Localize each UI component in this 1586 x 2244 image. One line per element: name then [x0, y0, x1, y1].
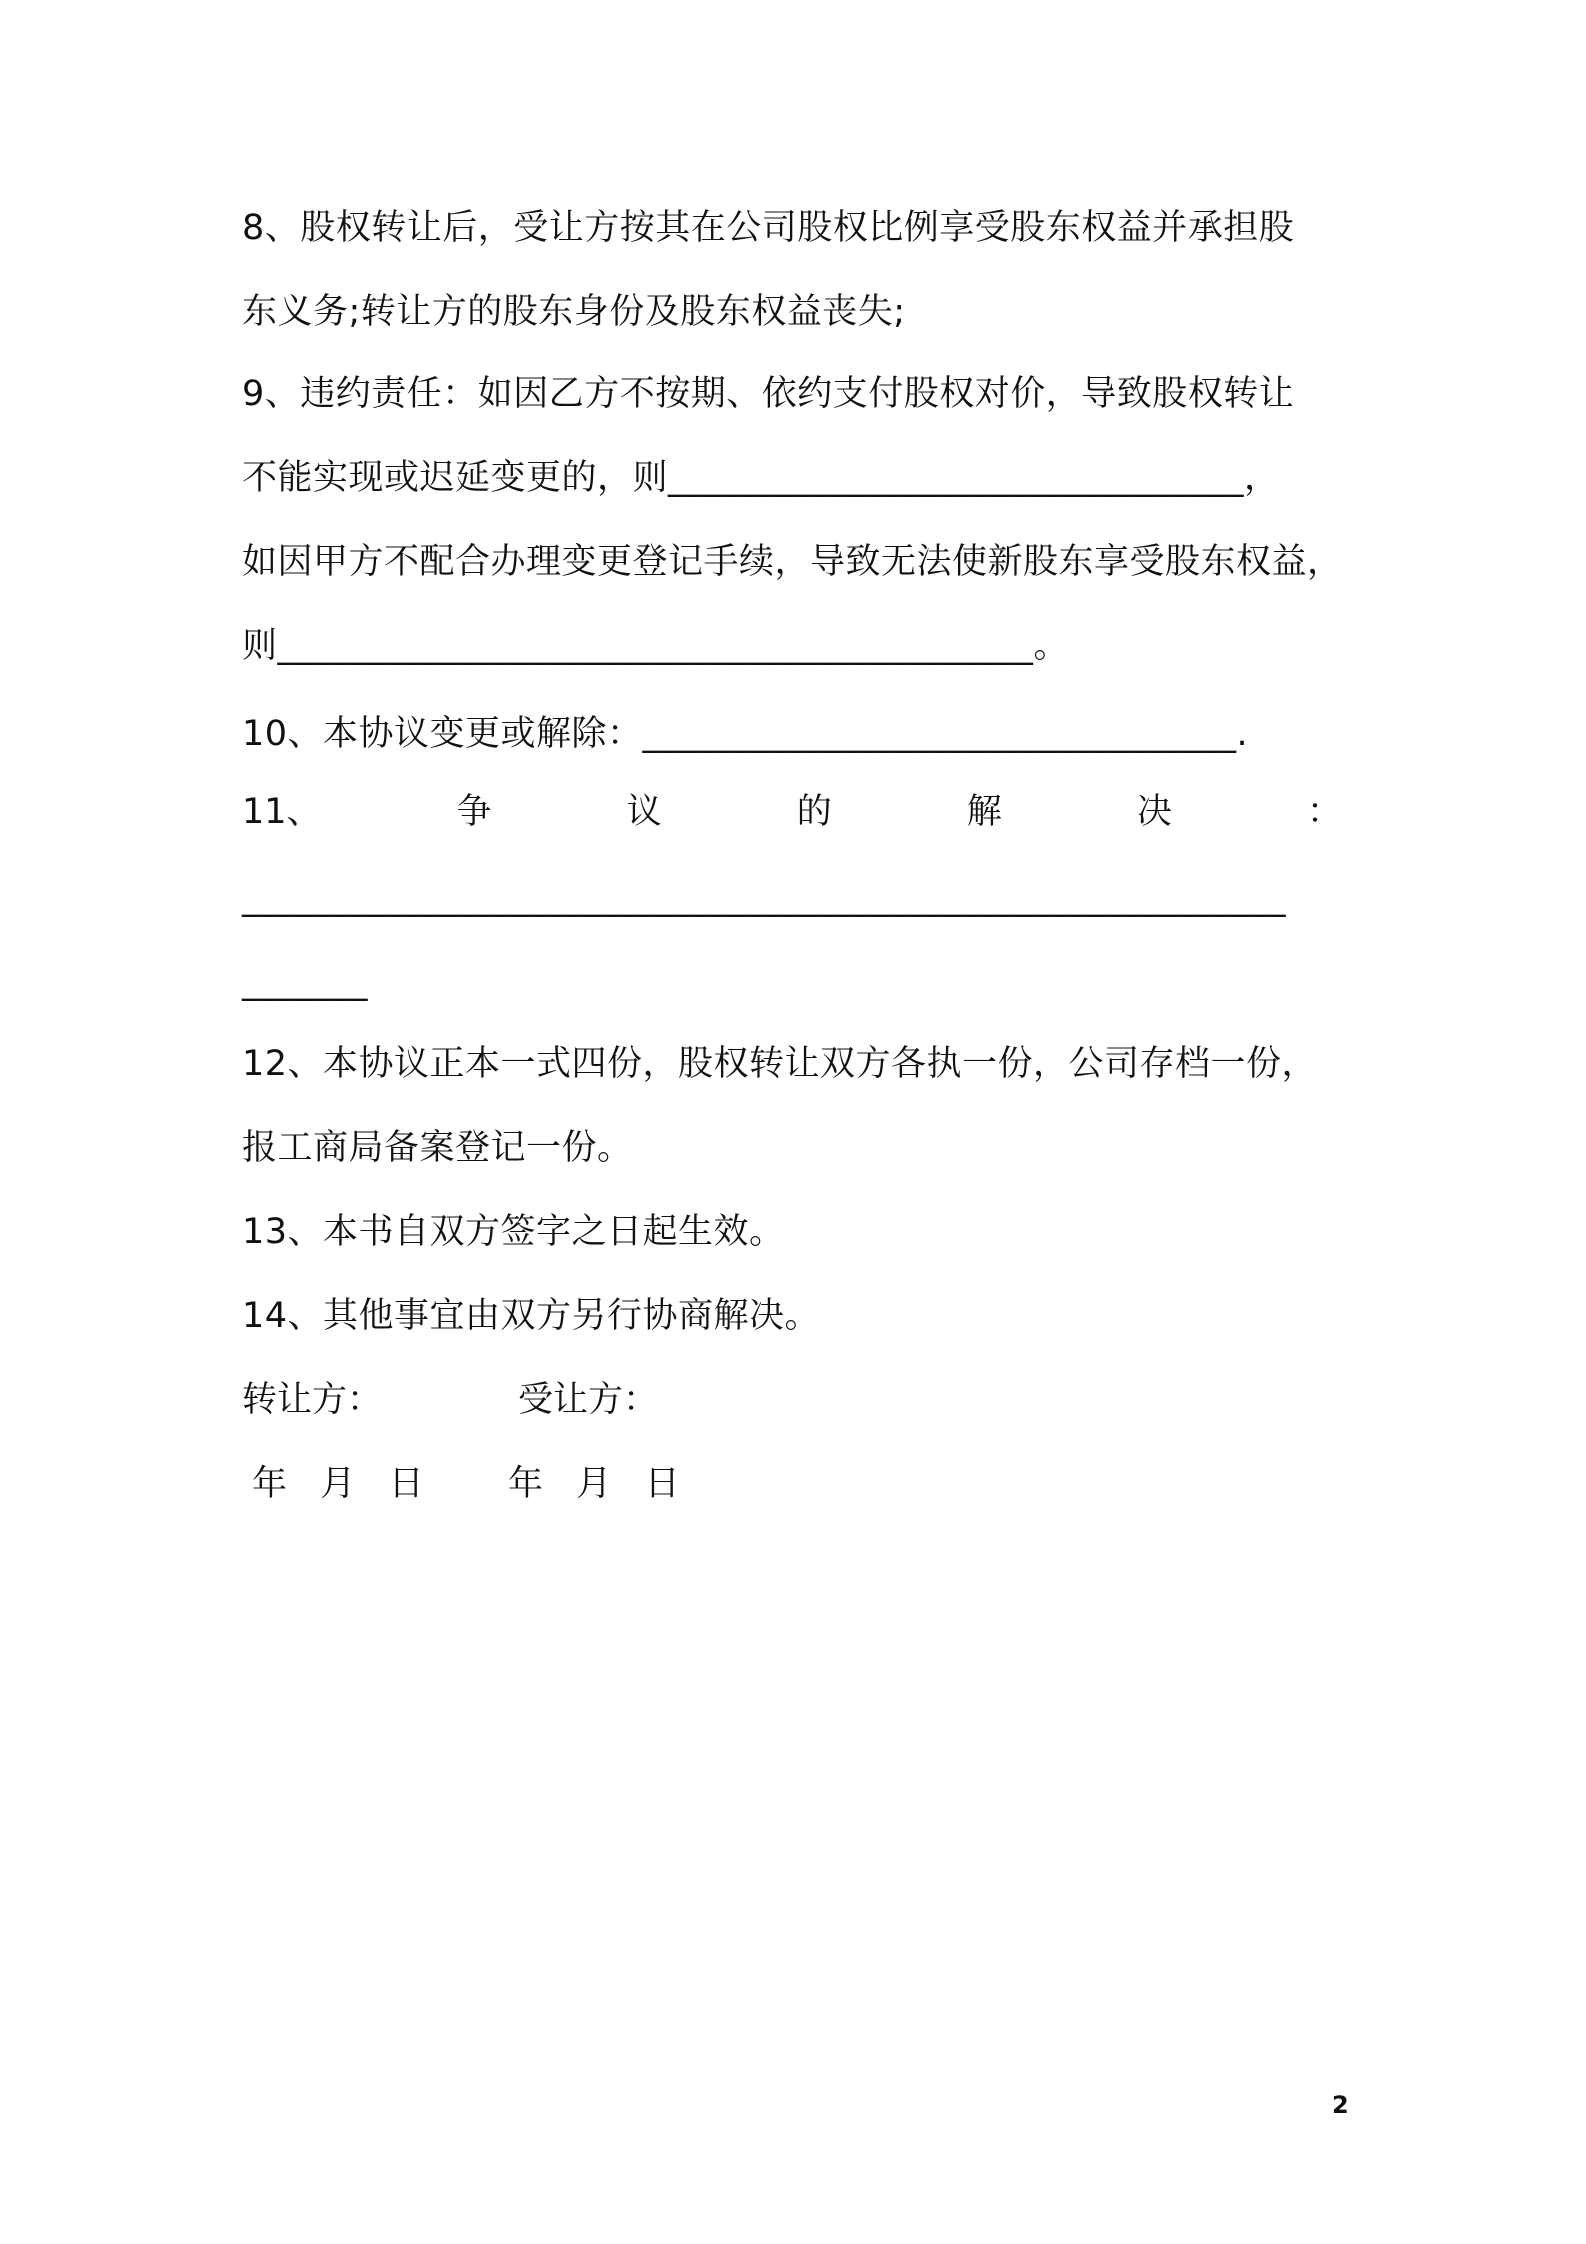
clause-12-line-1: 12、本协议正本一式四份，股权转让双方各执一份，公司存档一份， [242, 1044, 1318, 1084]
clause-14-line: 14、其他事宜由双方另行协商解决。 [242, 1296, 821, 1336]
clause-8-line-2: 东义务;转让方的股东身份及股东权益丧失; [242, 292, 906, 332]
clause-11-blank-long: __________________________________________________________ [242, 878, 1286, 918]
clause-9-line-2: 不能实现或迟延变更的，则________________________________， [242, 458, 1280, 498]
transferor-label: 转让方： [242, 1380, 383, 1420]
clause-9-line-1: 9、违约责任：如因乙方不按期、依约支付股权对价，导致股权转让 [242, 374, 1295, 414]
page-number: 2 [1332, 2091, 1349, 2119]
clause-8-line-1: 8、股权转让后，受让方按其在公司股权比例享受股东权益并承担股 [242, 208, 1295, 248]
transferee-date: 年 月 日 [508, 1464, 680, 1504]
clause-9-line-3: 如因甲方不配合办理变更登记手续，导致无法使新股东享受股东权益， [242, 542, 1343, 582]
clause-11-number: 11、 [242, 792, 322, 832]
clause-11-blank-short: _______ [242, 962, 368, 1002]
transferee-label: 受让方： [518, 1380, 659, 1420]
clause-11-char: 决 [1136, 792, 1172, 832]
clause-11-char: 解 [966, 792, 1002, 832]
clause-11-char: 议 [626, 792, 662, 832]
clause-11-char: 的 [796, 792, 832, 832]
clause-11-colon: ： [1306, 792, 1342, 832]
clause-11-char: 争 [456, 792, 492, 832]
clause-13-line: 13、本书自双方签字之日起生效。 [242, 1212, 785, 1252]
clause-9-line-4: 则__________________________________________。 [242, 626, 1070, 666]
clause-11-heading [242, 788, 1342, 836]
transferor-date: 年 月 日 [252, 1464, 424, 1504]
clause-12-line-2: 报工商局备案登记一份。 [242, 1128, 633, 1168]
clause-10-line: 10、本协议变更或解除：_________________________________. [242, 714, 1249, 754]
